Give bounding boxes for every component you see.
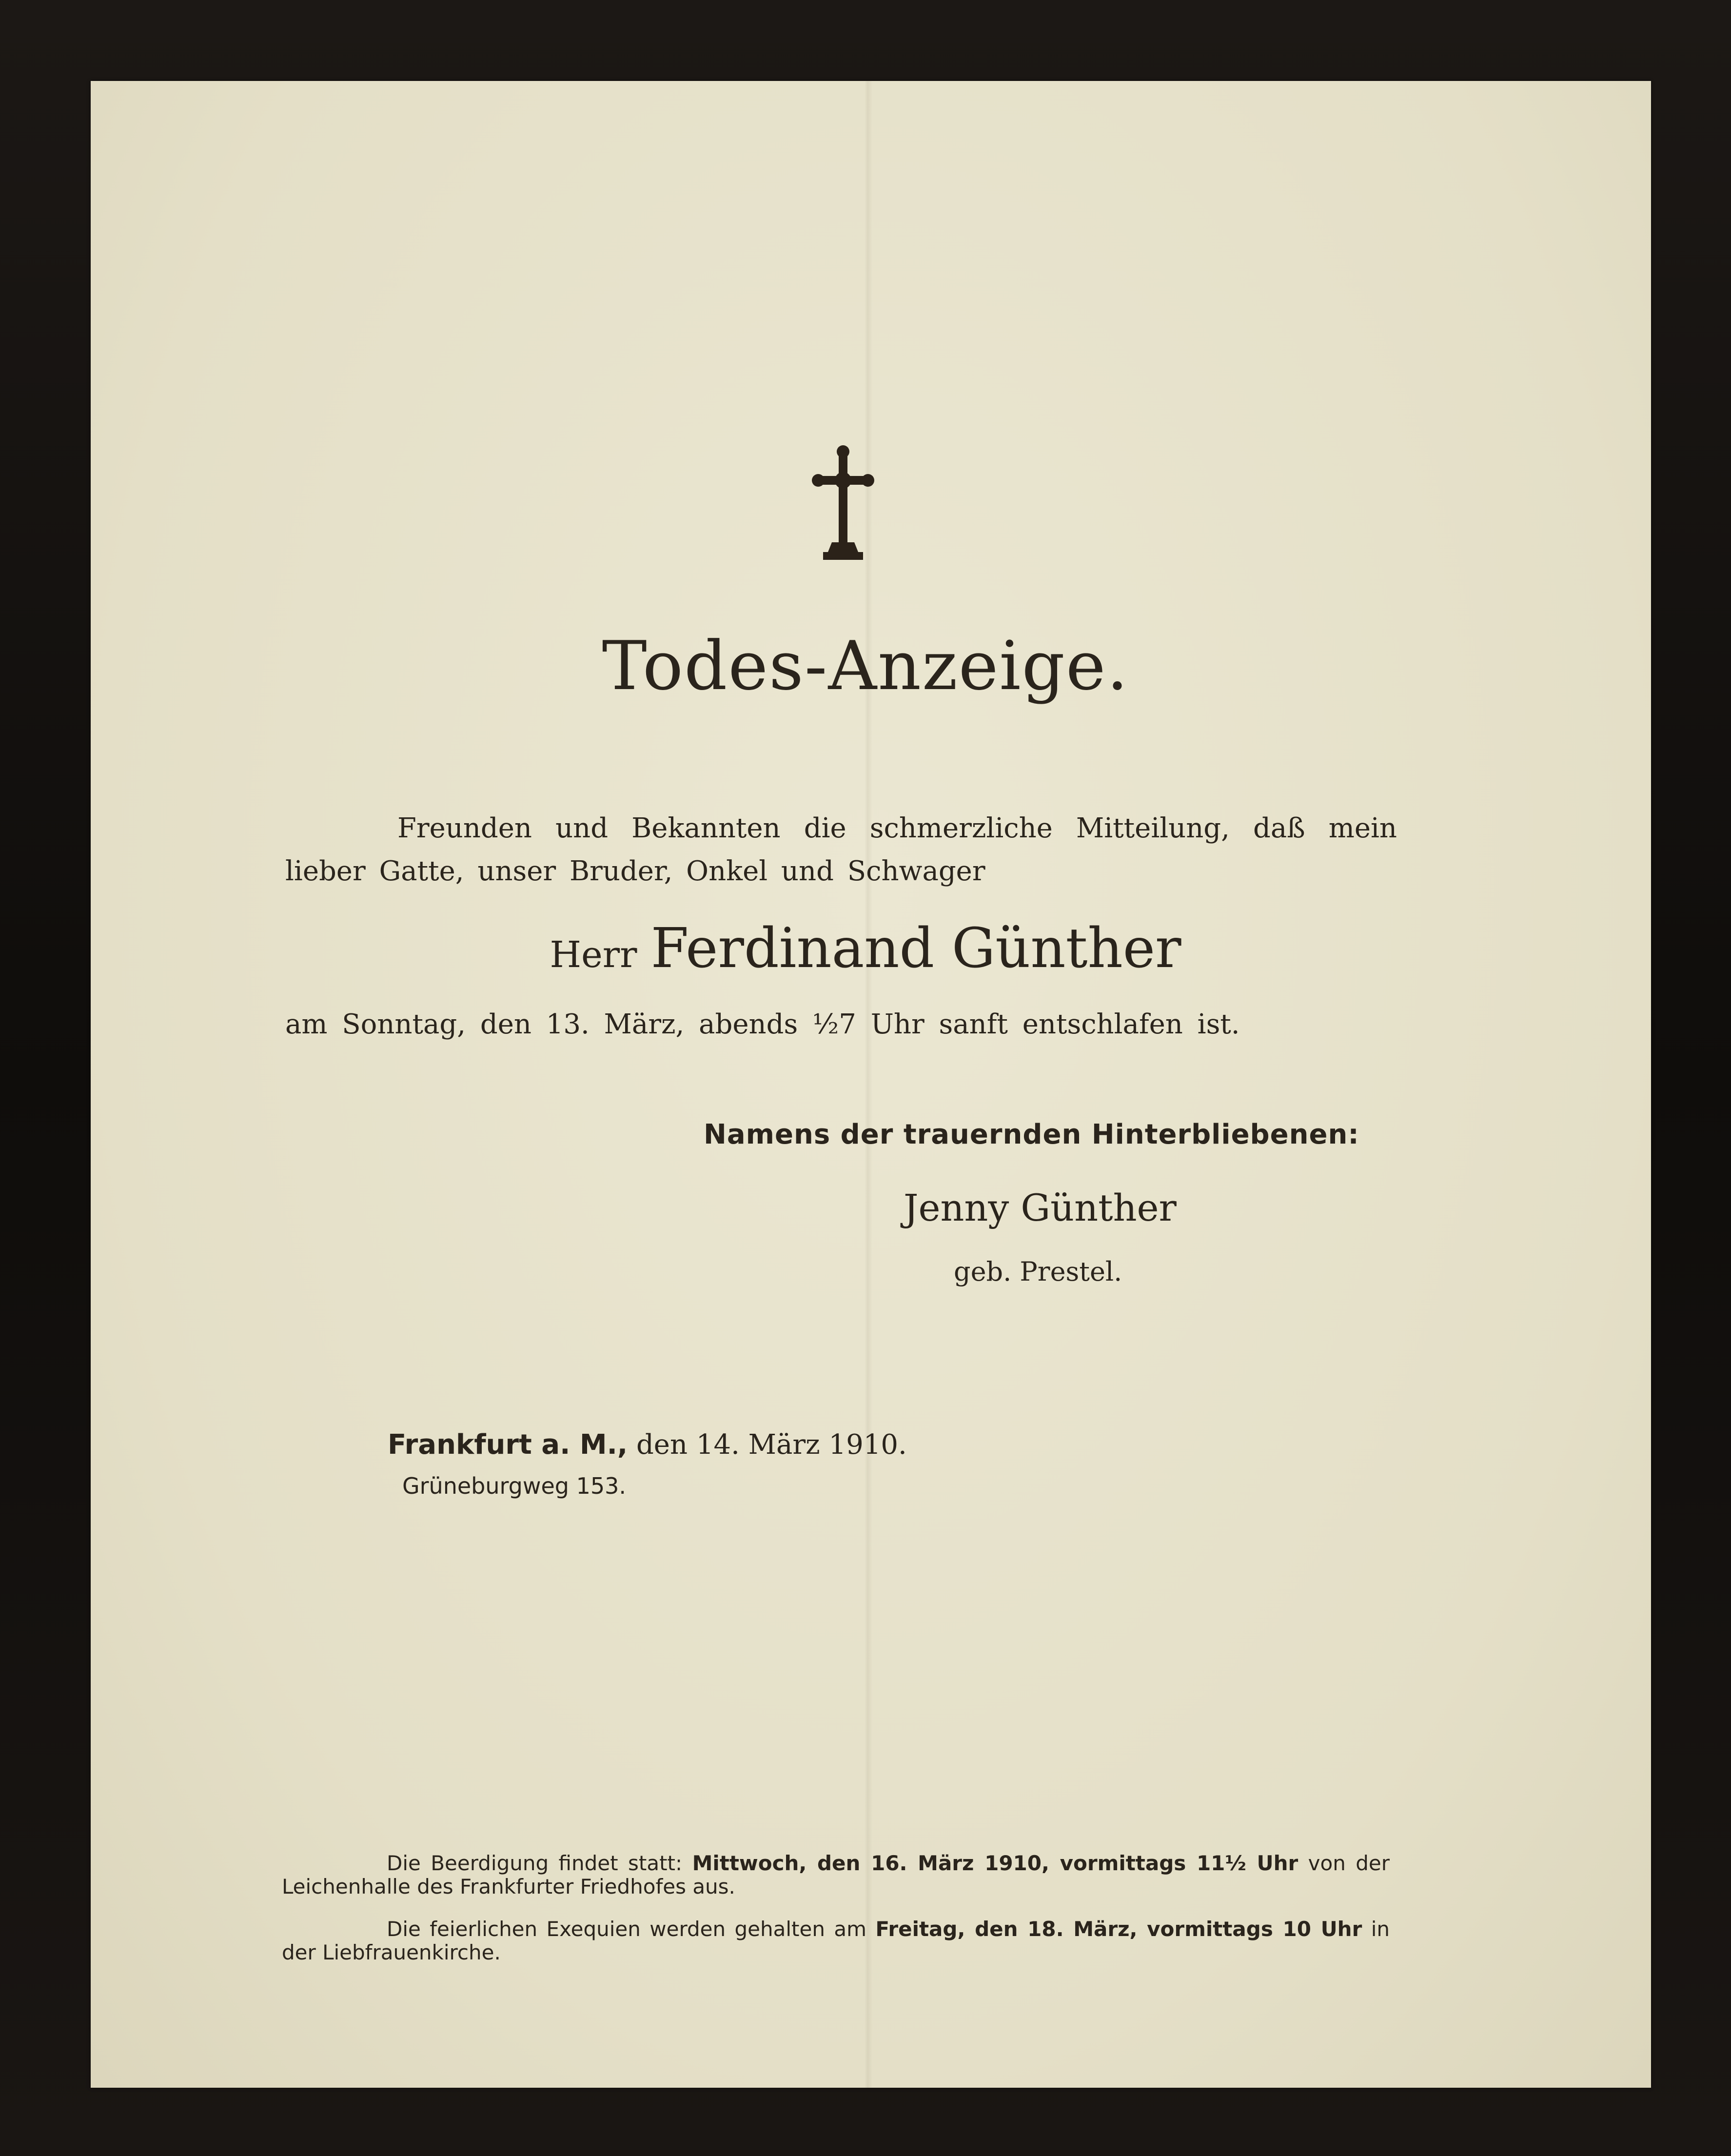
burial-paragraph [282, 1852, 1390, 1899]
on-behalf-heading: Namens der trauernden Hinterbliebenen: [704, 1119, 1359, 1150]
signatory-name: Jenny Günther [904, 1186, 1177, 1229]
notice-title: Todes-Anzeige. [602, 627, 1129, 705]
cross-icon [811, 445, 875, 562]
notice-sheet [91, 81, 1651, 2088]
exequies-prefix: Die feierlichen Exequien werden gehalten am [387, 1917, 866, 1941]
street-address: Grüneburgweg 153. [402, 1473, 626, 1499]
burial-suffix: von der Leichenhalle des Frankfurter Friedhofes aus. [282, 1851, 1390, 1899]
deceased-name: Ferdinand Günther [650, 917, 1181, 980]
date: den 14. März 1910. [636, 1429, 907, 1461]
exequies-date: Freitag, den 18. März, vormittags 10 Uhr [875, 1917, 1362, 1941]
place-and-date [388, 1429, 907, 1461]
burial-prefix: Die Beerdigung findet statt: [387, 1851, 683, 1875]
honorific: Herr [550, 934, 637, 976]
intro-paragraph: Freunden und Bekannten die schmerzliche Mitteilung, daß mein lieber Gatte, unser Bruder, Onkel und Schwager [285, 812, 1397, 887]
place: Frankfurt a. M., [388, 1429, 628, 1461]
signatory-maiden-name: geb. Prestel. [954, 1256, 1122, 1287]
exequies-suffix: in der Liebfrauenkirche. [282, 1917, 1390, 1964]
death-statement: am Sonntag, den 13. März, abends ½7 Uhr sanft entschlafen ist. [285, 1009, 1240, 1040]
deceased-name-line [0, 917, 1731, 980]
burial-date: Mittwoch, den 16. März 1910, vormittags 11½ Uhr [692, 1851, 1298, 1875]
exequies-paragraph [282, 1918, 1390, 1964]
